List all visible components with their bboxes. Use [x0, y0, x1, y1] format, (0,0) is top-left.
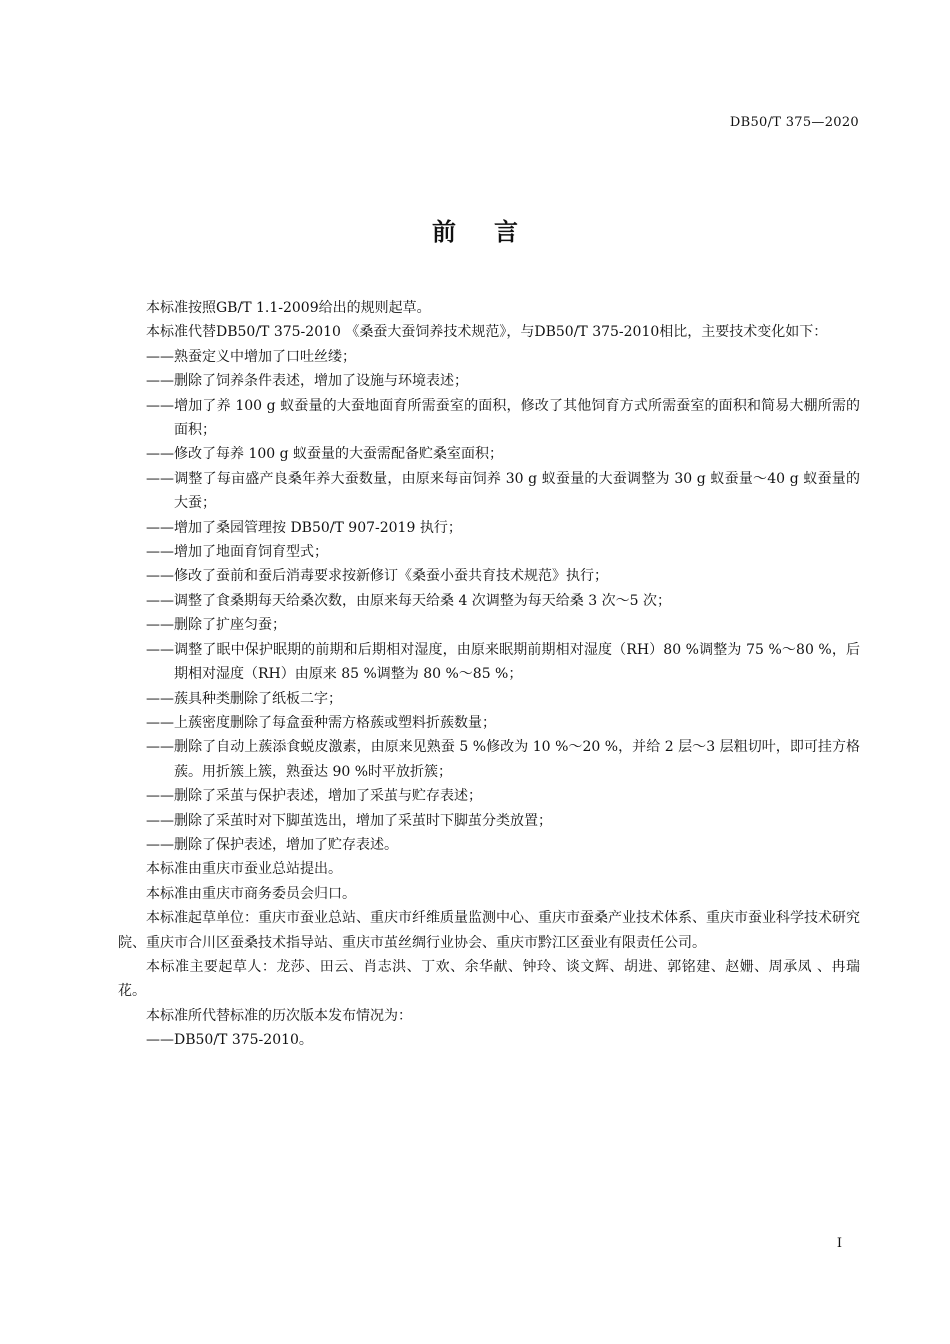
list-item: ——修改了蚕前和蚕后消毒要求按新修订《桑蚕小蚕共育技术规范》执行； — [146, 568, 608, 585]
list-item: ——增加了地面育饲育型式； — [146, 544, 328, 561]
paragraph: 本标准按照GB/T 1.1-2009给出的规则起草。 — [146, 300, 431, 316]
list-item: ——增加了桑园管理按 DB50/T 907-2019 执行； — [146, 519, 462, 536]
list-item: ——DB50/T 375-2010。 — [146, 1032, 313, 1049]
list-item: ——蔟具种类删除了纸板二字； — [146, 690, 342, 707]
change-list — [118, 345, 860, 858]
paragraph: 本标准所代替标准的历次版本发布情况为： — [146, 1007, 412, 1024]
list-item: ——删除了扩座匀蚕； — [146, 617, 286, 634]
page-title: 前言 — [432, 217, 556, 246]
list-item: ——删除了采茧时对下脚茧选出，增加了采茧时下脚茧分类放置； — [146, 812, 552, 829]
list-item: ——调整了眠中保护眠期的前期和后期相对湿度，由原来眠期前期相对湿度（RH）80 %调整为 75 %～80 %，后期相对湿度（RH）由原来 85 %调整为 80 %～85 %； — [146, 641, 860, 683]
paragraph: 本标准由重庆市商务委员会归口。 — [146, 885, 356, 902]
page-number: I — [836, 1236, 842, 1251]
paragraph: 本标准代替DB50/T 375-2010 《桑蚕大蚕饲养技术规范》，与DB50/T 375-2010相比，主要技术变化如下： — [146, 324, 828, 341]
list-item: ——增加了养 100 g 蚁蚕量的大蚕地面育所需蚕室的面积，修改了其他饲育方式所需蚕室的面积和简易大棚所需的面积； — [146, 397, 860, 439]
list-item: ——删除了饲养条件表述，增加了设施与环境表述； — [146, 373, 468, 390]
document-number: DB50/T 375—2020 — [729, 115, 859, 130]
paragraph: 本标准主要起草人：龙莎、田云、肖志洪、丁欢、余华献、钟玲、谈文辉、胡进、郭铭建、赵姗、周承凤 、冉瑞花。 — [118, 958, 860, 1000]
list-item: ——删除了自动上蔟添食蜕皮激素，由原来见熟蚕 5 %修改为 10 %～20 %，并给 2 层～3 层粗切叶，即可挂方格蔟。用折簇上簇，熟蚕达 90 %时平放折簇； — [146, 739, 860, 780]
list-item: ——修改了每养 100 g 蚁蚕量的大蚕需配备贮桑室面积； — [146, 446, 504, 463]
list-item: ——上蔟密度删除了每盒蚕种需方格蔟或塑料折蔟数量； — [146, 714, 496, 731]
paragraph: 本标准起草单位：重庆市蚕业总站、重庆市纤维质量监测中心、重庆市蚕桑产业技术体系、重庆市蚕业科学技术研究院、重庆市合川区蚕桑技术指导站、重庆市茧丝绸行业协会、重庆市黔江区蚕业有限责任公司。 — [118, 910, 860, 951]
list-item: ——熟蚕定义中增加了口吐丝缕； — [146, 348, 356, 365]
list-item: ——删除了保护表述，增加了贮存表述。 — [146, 836, 398, 853]
list-item: ——调整了食桑期每天给桑次数，由原来每天给桑 4 次调整为每天给桑 3 次～5 次； — [146, 592, 671, 609]
list-item: ——删除了采茧与保护表述，增加了采茧与贮存表述； — [146, 788, 482, 805]
paragraph: 本标准由重庆市蚕业总站提出。 — [146, 861, 342, 878]
foreword-body — [118, 296, 860, 1053]
list-item: ——调整了每亩盛产良桑年养大蚕数量，由原来每亩饲养 30 g 蚁蚕量的大蚕调整为 30 g 蚁蚕量～40 g 蚁蚕量的大蚕； — [146, 470, 860, 512]
